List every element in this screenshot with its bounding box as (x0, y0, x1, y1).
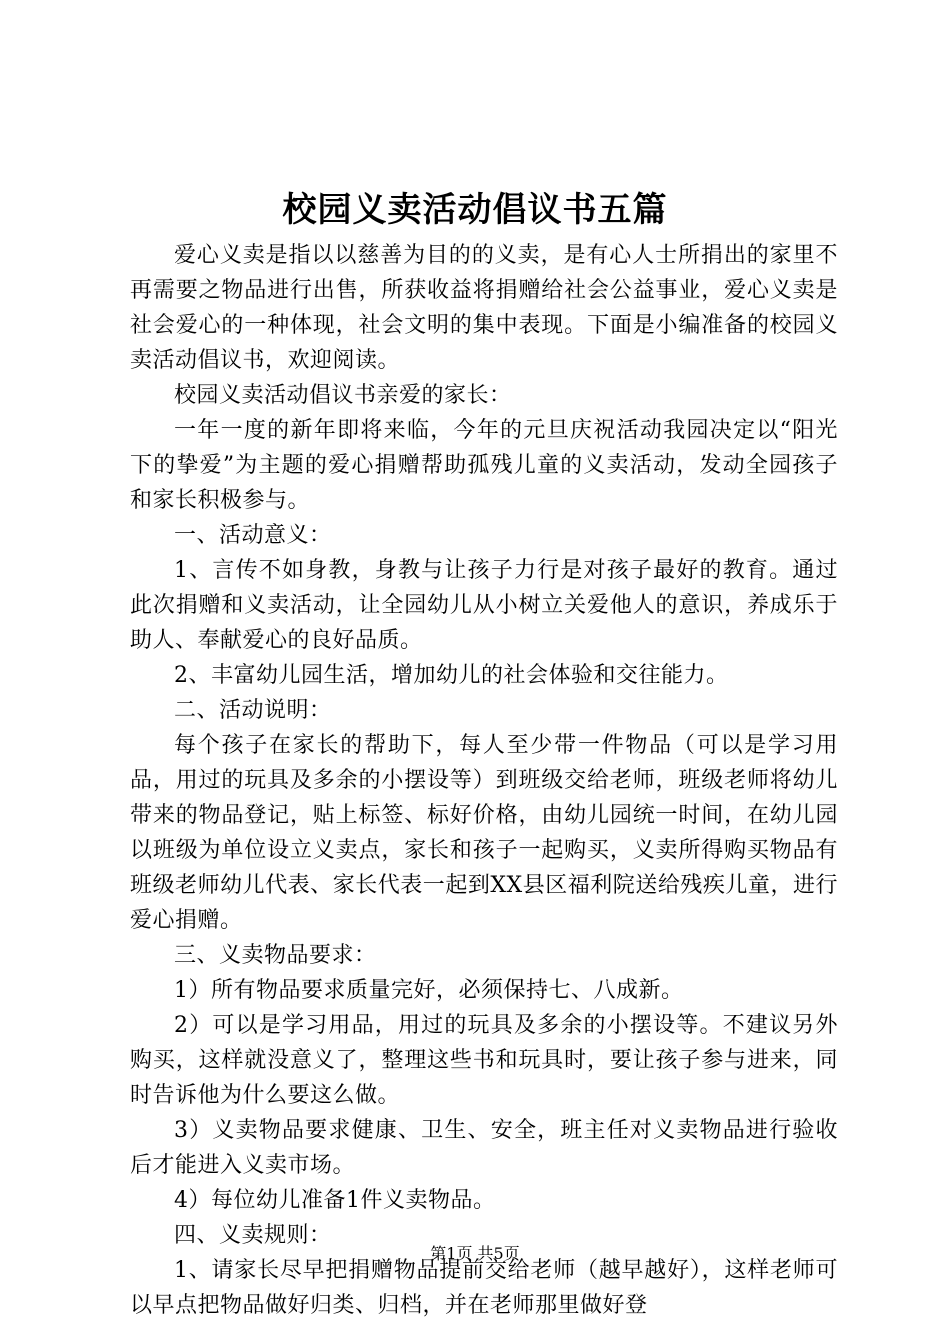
paragraph: 2）可以是学习用品，用过的玩具及多余的小摆设等。不建议另外购买，这样就没意义了，整理这些书和玩具时，要让孩子参与进来，同时告诉他为什么要这么做。 (130, 1013, 838, 1108)
paragraph: 1、请家长尽早把捐赠物品提前交给老师（越早越好），这样老师可以早点把物品做好归类、归档，并在老师那里做好登 (130, 1258, 838, 1318)
paragraph: 4）每位幼儿准备1件义卖物品。 (174, 1188, 496, 1213)
paragraph: 3）义卖物品要求健康、卫生、安全，班主任对义卖物品进行验收后才能进入义卖市场。 (130, 1118, 838, 1178)
paragraph: 2、丰富幼儿园生活，增加幼儿的社会体验和交往能力。 (174, 663, 729, 688)
document-body (130, 238, 838, 1323)
section-heading: 四、义卖规则： (174, 1223, 332, 1248)
paragraph: 1、言传不如身教，身教与让孩子力行是对孩子最好的教育。通过此次捐赠和义卖活动，让全园幼儿从小树立关爱他人的意识，养成乐于助人、奉献爱心的良好品质。 (130, 558, 838, 653)
paragraph: 1）所有物品要求质量完好，必须保持七、八成新。 (174, 978, 684, 1003)
paragraph: 校园义卖活动倡议书亲爱的家长： (174, 383, 512, 408)
page-number-footer: 第1页 共5页 (430, 1244, 520, 1263)
paragraph: 一年一度的新年即将来临，今年的元旦庆祝活动我园决定以“阳光下的挚爱”为主题的爱心捐赠帮助孤残儿童的义卖活动，发动全园孩子和家长积极参与。 (130, 418, 838, 513)
section-heading: 一、活动意义： (174, 523, 332, 548)
paragraph: 爱心义卖是指以以慈善为目的的义卖，是有心人士所捐出的家里不再需要之物品进行出售，所获收益将捐赠给社会公益事业，爱心义卖是社会爱心的一种体现，社会文明的集中表现。下面是小编准备的校园义卖活动倡议书，欢迎阅读。 (130, 243, 838, 373)
section-heading: 三、义卖物品要求： (174, 943, 377, 968)
section-heading: 二、活动说明： (174, 698, 332, 723)
paragraph: 每个孩子在家长的帮助下，每人至少带一件物品（可以是学习用品，用过的玩具及多余的小摆设等）到班级交给老师，班级老师将幼儿带来的物品登记，贴上标签、标好价格，由幼儿园统一时间，在幼儿园以班级为单位设立义卖点，家长和孩子一起购买，义卖所得购买物品有班级老师幼儿代表、家长代表一起到XX县区福利院送给残疾儿童，进行爱心捐赠。 (130, 733, 838, 933)
document-title: 校园义卖活动倡议书五篇 (282, 190, 668, 230)
